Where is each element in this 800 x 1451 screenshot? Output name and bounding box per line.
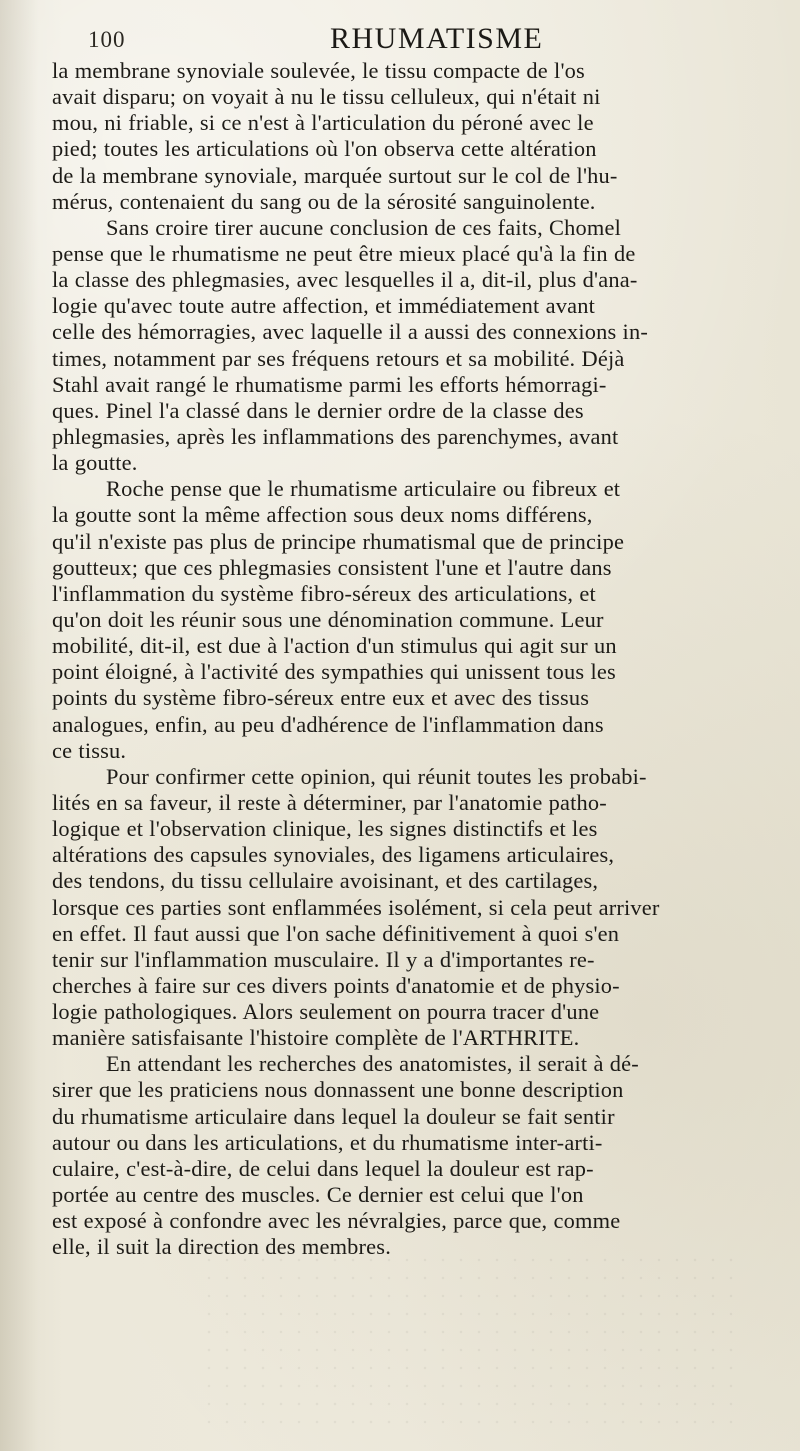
text-line: pense que le rhumatisme ne peut être mieux placé qu'à la fin de: [52, 240, 636, 266]
body-text: [52, 58, 762, 1260]
text-line: du rhumatisme articulaire dans lequel la douleur se fait sentir: [52, 1103, 615, 1129]
running-title: RHUMATISME: [330, 22, 544, 55]
text-line: goutteux; que ces phlegmasies consistent l'une et l'autre dans: [52, 554, 612, 580]
text-line: mou, ni friable, si ce n'est à l'articulation du péroné avec le: [52, 110, 594, 136]
text-line: est exposé à confondre avec les névralgies, parce que, comme: [52, 1208, 621, 1234]
text-line: altérations des capsules synoviales, des ligamens articulaires,: [52, 842, 615, 868]
paragraph-start-line: Pour confirmer cette opinion, qui réunit toutes les probabi-: [106, 763, 647, 789]
text-line: mérus, contenaient du sang ou de la sérosité sanguinolente.: [52, 188, 596, 214]
text-line: points du système fibro-séreux entre eux et avec des tissus: [52, 685, 590, 711]
text-line: elle, il suit la direction des membres.: [52, 1234, 391, 1260]
page-number: 100: [88, 27, 126, 52]
text-line: analogues, enfin, au peu d'adhérence de l'inflammation dans: [52, 711, 604, 737]
text-line: ce tissu.: [52, 737, 127, 763]
page-header: [0, 18, 800, 58]
text-line: culaire, c'est-à-dire, de celui dans lequel la douleur est rap-: [52, 1155, 594, 1181]
text-line: logique et l'observation clinique, les signes distinctifs et les: [52, 816, 598, 842]
text-line: la membrane synoviale soulevée, le tissu compacte de l'os: [52, 58, 585, 83]
text-line: la classe des phlegmasies, avec lesquelles il a, dit-il, plus d'ana-: [52, 267, 638, 293]
text-line: sirer que les praticiens nous donnassent une bonne description: [52, 1077, 624, 1103]
text-line: de la membrane synoviale, marquée surtout sur le col de l'hu-: [52, 162, 618, 188]
text-line: ques. Pinel l'a classé dans le dernier ordre de la classe des: [52, 397, 584, 423]
text-line: lités en sa faveur, il reste à déterminer, par l'anatomie patho-: [52, 789, 607, 815]
text-line: lorsque ces parties sont enflammées isolément, si cela peut arriver: [52, 894, 660, 920]
text-line: manière satisfaisante l'histoire complète de l'ARTHRITE.: [52, 1025, 580, 1051]
text-line: portée au centre des muscles. Ce dernier est celui que l'on: [52, 1182, 584, 1208]
paragraph-start-line: En attendant les recherches des anatomistes, il serait à dé-: [106, 1051, 639, 1077]
paragraph-start-line: Sans croire tirer aucune conclusion de ces faits, Chomel: [106, 214, 622, 240]
text-line: point éloigné, à l'activité des sympathies qui unissent tous les: [52, 659, 616, 685]
text-line: des tendons, du tissu cellulaire avoisinant, et des cartilages,: [52, 868, 599, 894]
text-line: qu'on doit les réunir sous une dénomination commune. Leur: [52, 606, 604, 632]
text-line: celle des hémorragies, avec laquelle il a aussi des connexions in-: [52, 319, 648, 345]
paper-noise: [200, 1251, 740, 1431]
text-line: tenir sur l'inflammation musculaire. Il y a d'importantes re-: [52, 946, 595, 972]
text-line: pied; toutes les articulations où l'on observa cette altération: [52, 136, 597, 162]
text-line: qu'il n'existe pas plus de principe rhumatismal que de principe: [52, 528, 625, 554]
text-line: la goutte sont la même affection sous deux noms différens,: [52, 502, 593, 528]
text-line: logie pathologiques. Alors seulement on pourra tracer d'une: [52, 999, 600, 1025]
text-line: mobilité, dit-il, est due à l'action d'un stimulus qui agit sur un: [52, 633, 617, 659]
text-line: l'inflammation du système fibro-séreux des articulations, et: [52, 580, 596, 606]
text-line: times, notamment par ses fréquens retours et sa mobilité. Déjà: [52, 345, 625, 371]
text-line: Stahl avait rangé le rhumatisme parmi les efforts hémorragi-: [52, 371, 607, 397]
text-line: cherches à faire sur ces divers points d'anatomie et de physio-: [52, 972, 620, 998]
text-line: la goutte.: [52, 450, 138, 476]
text-line: phlegmasies, après les inflammations des parenchymes, avant: [52, 423, 619, 449]
text-line: autour ou dans les articulations, et du rhumatisme inter-arti-: [52, 1129, 603, 1155]
text-line: avait disparu; on voyait à nu le tissu celluleux, qui n'était ni: [52, 84, 601, 110]
text-line: logie qu'avec toute autre affection, et immédiatement avant: [52, 293, 595, 319]
paragraph-start-line: Roche pense que le rhumatisme articulaire ou fibreux et: [106, 476, 621, 502]
page-edge-shadow: [0, 0, 38, 1451]
text-line: en effet. Il faut aussi que l'on sache définitivement à quoi s'en: [52, 920, 620, 946]
